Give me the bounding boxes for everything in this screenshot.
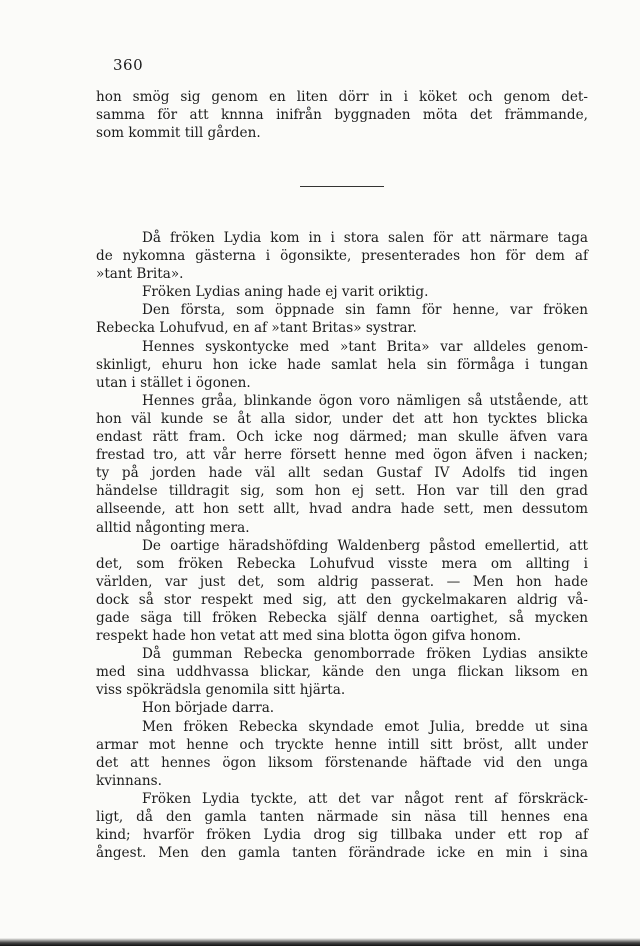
text-line: hon smög sig genom en liten dörr in i köket och genom det- [96,89,588,105]
text-line: Rebecka Lohufvud, en af »tant Britas» systrar. [96,320,417,337]
text-line: de nykomna gästerna i ögonsikte, presenterades hon för dem af [96,248,588,265]
text-line: det att hennes ögon liksom förstenande häftade vid den unga [96,754,588,771]
text-line: viss spökrädsla genomila sitt hjärta. [96,682,346,699]
page-bottom-edge [0,938,640,946]
text-line: hon väl kunde se åt alla sidor, under det att hon tycktes blicka [96,410,588,427]
text-line: allseende, att hon sett allt, hvad andra hade sett, men dessutom [96,501,588,518]
text-line: samma för att knnna inifrån byggnaden möta det främmande, [96,107,588,124]
text-line: Hennes gråa, blinkande ögon voro nämligen så utstående, att [142,392,588,409]
text-line: händelse tilldragit sig, som hon ej sett. Hon var till den grad [96,483,588,500]
text-line: ångest. Men den gamla tanten förändrade icke en min i sina [96,845,588,862]
text-line: Hon började darra. [142,700,275,717]
top-paragraph [96,88,588,142]
text-line: med sina uddhvassa blickar, kände den unga flickan liksom en [96,664,588,681]
text-line: det, som fröken Rebecka Lohufvud visste mera om allting i [96,555,588,572]
text-line: Men fröken Rebecka skyndade emot Julia, bredde ut sina [142,718,588,735]
text-line: ligt, då den gamla tanten närmade sin näsa till hennes ena [96,809,588,825]
text-line: Hennes syskontycke med »tant Brita» var alldeles genom- [142,338,588,355]
text-line: världen, var just det, som aldrig passerat. — Men hon hade [96,573,588,590]
text-line: gade säga till fröken Rebecka själf denna oartighet, så mycken [96,609,588,626]
text-line: utan i stället i ögonen. [96,374,251,391]
text-line: Fröken Lydias aning hade ej varit oriktig. [142,284,429,301]
text-line: Fröken Lydia tyckte, att det var något rent af förskräck- [142,790,588,807]
text-line: som kommit till gården. [96,125,261,142]
text-line: kvinnans. [96,772,162,789]
page-number: 360 [113,56,144,74]
text-line: De oartige häradshöfding Waldenberg påstod emellertid, att [142,537,588,554]
main-text [96,229,588,862]
text-line: frestad tro, att vår herre försett henne med ögon äfven i nacken; [96,447,588,464]
text-line: ty på jorden hade väl allt sedan Gustaf IV Adolfs tid ingen [96,465,588,482]
text-line: Då gumman Rebecka genomborrade fröken Lydias ansikte [142,646,588,663]
section-separator [300,186,384,187]
text-line: alltid någonting mera. [96,519,250,536]
text-line: endast rätt fram. Och icke nog därmed; man skulle äfven vara [96,429,588,446]
text-line: dock så stor respekt med sig, att den gyckelmakaren aldrig vå- [96,591,588,608]
text-line: kind; hvarför fröken Lydia drog sig tillbaka under ett rop af [96,827,588,844]
text-line: skinligt, ehuru hon icke hade samlat hela sin förmåga i tungan [96,356,588,373]
text-line: respekt hade hon vetat att med sina blotta ögon gifva honom. [96,628,522,645]
text-line: Då fröken Lydia kom in i stora salen för att närmare taga [142,230,588,246]
text-line: »tant Brita». [96,266,184,283]
text-line: Den första, som öppnade sin famn för henne, var fröken [142,302,588,319]
text-line: armar mot henne och tryckte henne intill sitt bröst, allt under [96,736,588,753]
